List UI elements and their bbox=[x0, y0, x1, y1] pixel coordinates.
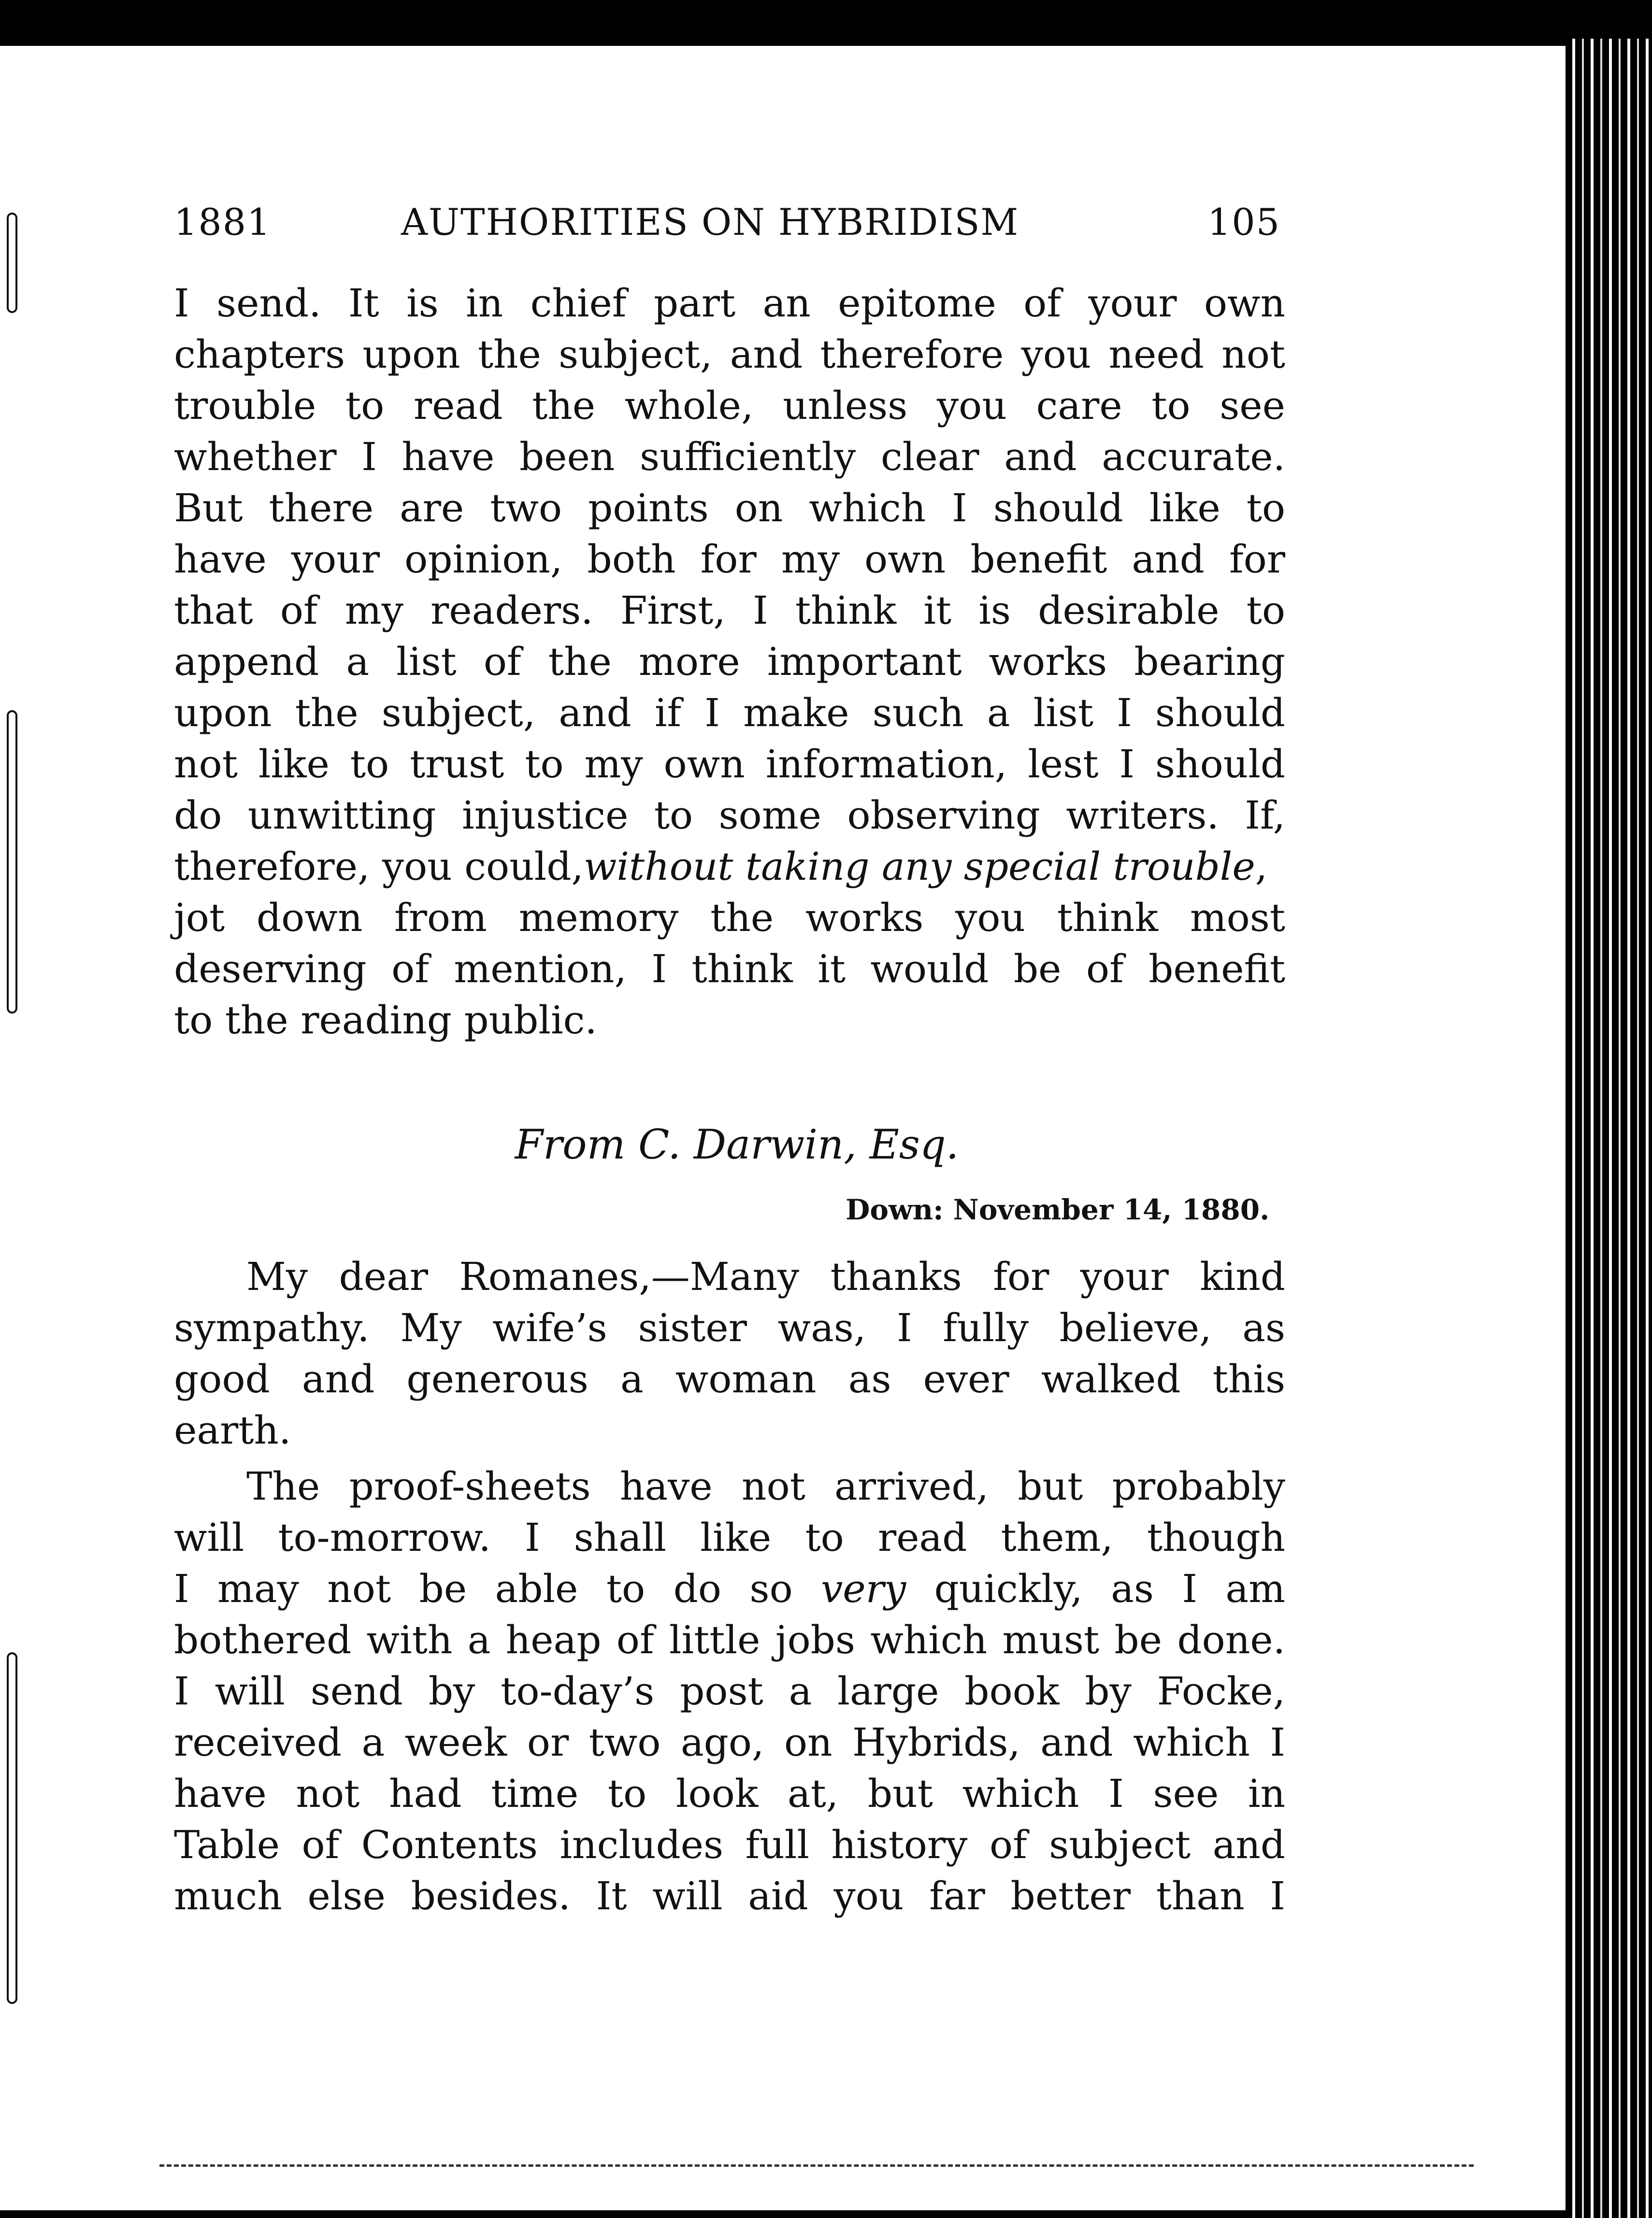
text-line: jot down from memory the works you think most bbox=[174, 895, 1285, 940]
text-line: I will send by to-day’s post a large book by Focke, bbox=[174, 1669, 1285, 1714]
text-line: much else besides. It will aid you far better than I bbox=[174, 1874, 1285, 1918]
letter-heading: From C. Darwin, Esq. bbox=[515, 1121, 959, 1168]
text-line: whether I have been sufficiently clear and accurate. bbox=[174, 434, 1285, 479]
text-line: My dear Romanes,—Many thanks for your kind bbox=[246, 1254, 1285, 1299]
text-line bbox=[174, 841, 1285, 892]
italic-word: very bbox=[821, 1566, 906, 1611]
text-line: append a list of the more important works bearing bbox=[174, 639, 1285, 684]
text-line: not like to trust to my own information, lest I should bbox=[174, 742, 1285, 787]
text-line: received a week or two ago, on Hybrids, and which I bbox=[174, 1720, 1285, 1765]
header-year: 1881 bbox=[174, 200, 272, 243]
text-line: The proof-sheets have not arrived, but probably bbox=[246, 1464, 1285, 1509]
binding-mark bbox=[7, 1652, 17, 2004]
running-header bbox=[174, 200, 1280, 249]
text-line: upon the subject, and if I make such a list I should bbox=[174, 690, 1285, 735]
text-line: But there are two points on which I should like to bbox=[174, 486, 1285, 530]
text-line: I send. It is in chief part an epitome of your own bbox=[174, 281, 1285, 326]
header-title: AUTHORITIES ON HYBRIDISM bbox=[401, 200, 1020, 243]
text-line: earth. bbox=[174, 1408, 291, 1453]
text-line bbox=[174, 1563, 1285, 1615]
binding-mark bbox=[7, 213, 17, 313]
text-line: trouble to read the whole, unless you care to see bbox=[174, 383, 1285, 428]
text-line: have not had time to look at, but which I see in bbox=[174, 1771, 1285, 1816]
page-edge bbox=[1566, 39, 1652, 2218]
text-line: deserving of mention, I think it would be of benefit bbox=[174, 946, 1285, 991]
letter-date: Down: November 14, 1880. bbox=[846, 1193, 1270, 1226]
binding-mark bbox=[7, 710, 17, 1014]
text-line: chapters upon the subject, and therefore you need not bbox=[174, 332, 1285, 377]
text-segment: I may not be able to do so bbox=[174, 1566, 793, 1611]
text-segment: , bbox=[1255, 844, 1268, 889]
text-segment: quickly, as I am bbox=[934, 1566, 1285, 1611]
text-line: bothered with a heap of little jobs which must be done. bbox=[174, 1617, 1285, 1662]
text-line: to the reading public. bbox=[174, 998, 597, 1043]
text-line: have your opinion, both for my own benefit and for bbox=[174, 537, 1285, 582]
text-line: Table of Contents includes full history of subject and bbox=[174, 1822, 1285, 1867]
text-line: will to-morrow. I shall like to read them, though bbox=[174, 1515, 1285, 1560]
text-line: good and generous a woman as ever walked this bbox=[174, 1357, 1285, 1402]
italic-phrase: without taking any special trouble bbox=[583, 844, 1255, 889]
page-number: 105 bbox=[1207, 200, 1280, 243]
page-bottom-noise bbox=[159, 2164, 1474, 2172]
text-line: sympathy. My wife’s sister was, I fully believe, as bbox=[174, 1305, 1285, 1350]
text-line: do unwitting injustice to some observing writers. If, bbox=[174, 793, 1285, 838]
text-segment: therefore, you could, bbox=[174, 844, 584, 889]
text-line: that of my readers. First, I think it is desirable to bbox=[174, 588, 1285, 633]
